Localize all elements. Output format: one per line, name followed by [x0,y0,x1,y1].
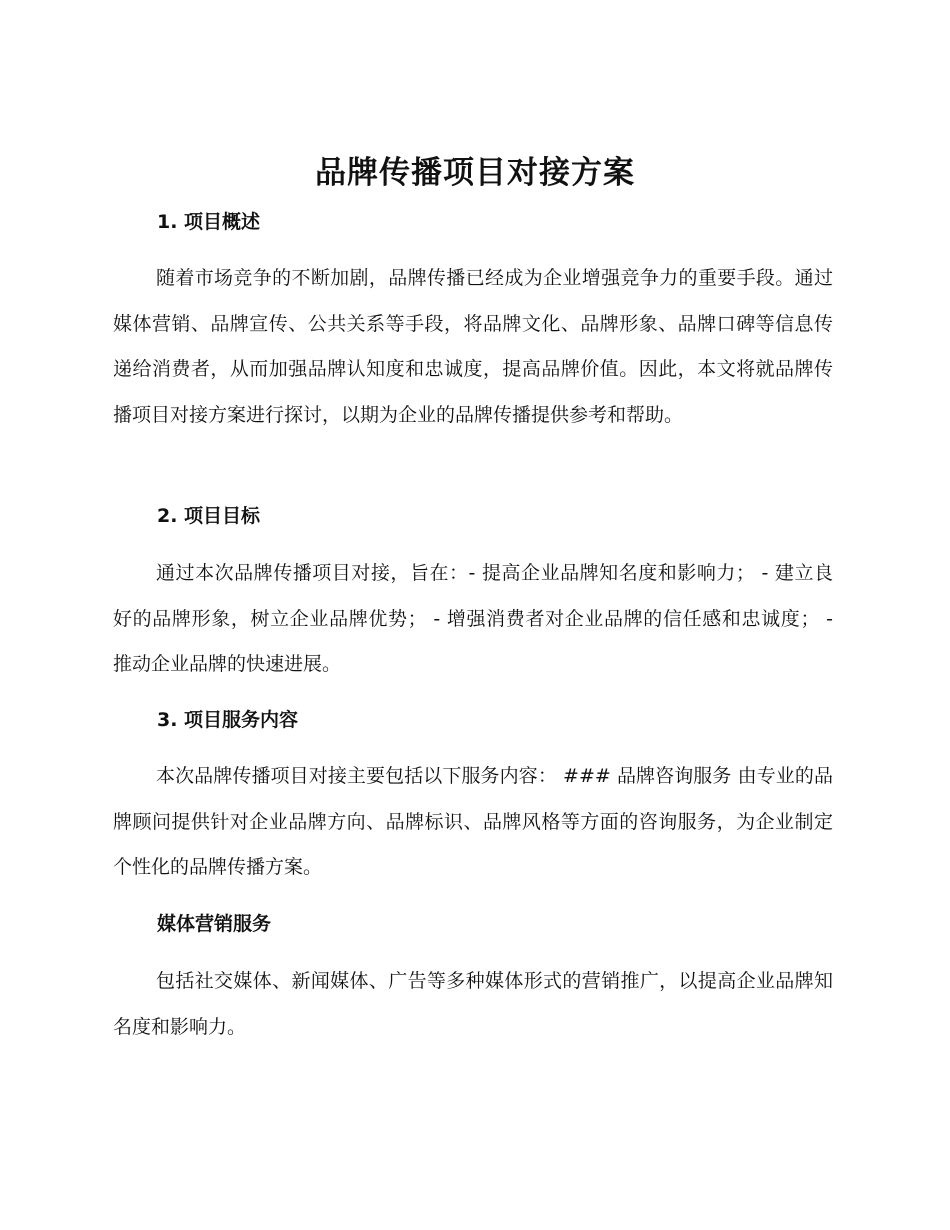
section-body-overview: 随着市场竞争的不断加剧，品牌传播已经成为企业增强竞争力的重要手段。通过媒体营销、品牌宣传、公共关系等手段，将品牌文化、品牌形象、品牌口碑等信息传递给消费者，从而加强品牌认知度和忠诚度，提高品牌价值。因此，本文将就品牌传播项目对接方案进行探讨，以期为企业的品牌传播提供参考和帮助。 [113,267,833,426]
section-heading-goals: 2. 项目目标 [157,505,261,527]
section-heading-overview: 1. 项目概述 [157,211,261,233]
section-body-media-marketing: 包括社交媒体、新闻媒体、广告等多种媒体形式的营销推广，以提高企业品牌知名度和影响力。 [113,970,833,1038]
section-heading-services: 3. 项目服务内容 [157,709,299,731]
section-heading-media-marketing: 媒体营销服务 [157,913,272,935]
document-title: 品牌传播项目对接方案 [315,155,635,191]
section-body-services: 本次品牌传播项目对接主要包括以下服务内容： ### 品牌咨询服务 由专业的品牌顾问提供针对企业品牌方向、品牌标识、品牌风格等方面的咨询服务，为企业制定个性化的品牌传播方案。 [113,765,833,878]
section-body-goals: 通过本次品牌传播项目对接，旨在：- 提高企业品牌知名度和影响力； - 建立良好的品牌形象，树立企业品牌优势； - 增强消费者对企业品牌的信任感和忠诚度； - 推动企业品牌的快速进展。 [113,562,833,675]
